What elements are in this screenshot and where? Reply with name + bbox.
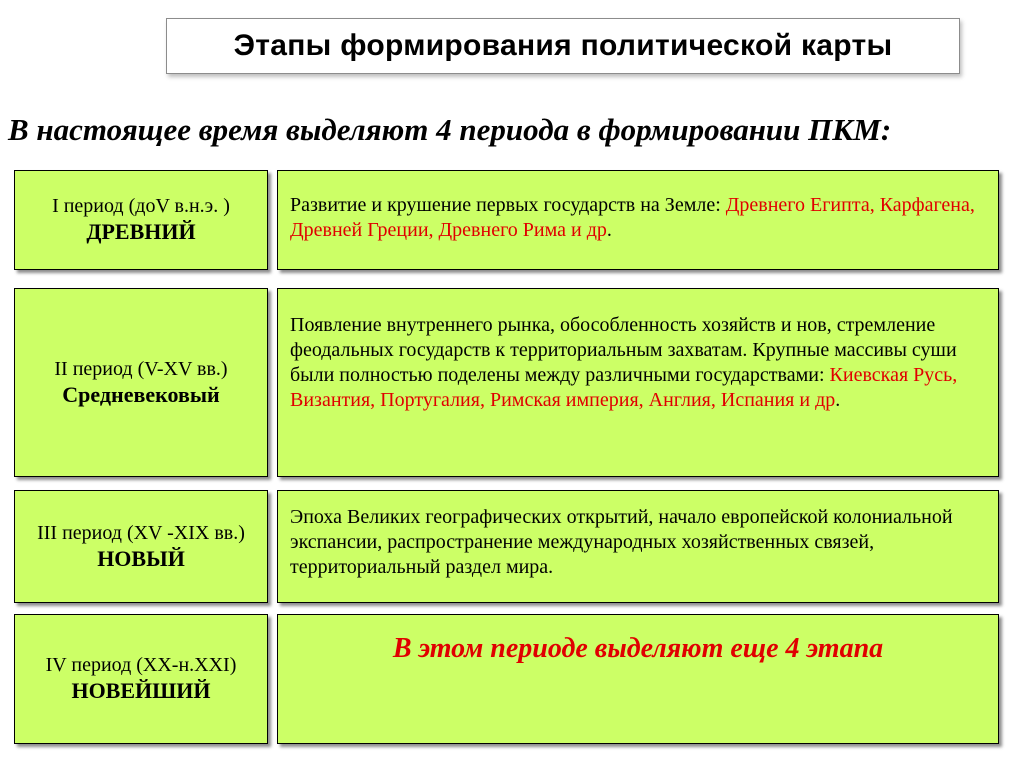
period-1-description-text: Развитие и крушение первых государств на Земле:: [290, 194, 726, 216]
period-1-label: I период (доV в.н.э. ): [52, 195, 230, 217]
period-2-description-text: Появление внутреннего рынка, обособленность хозяйств и нов, стремление феодальных государств к территориальным захватам. Крупные массивы суши были полностью поделены между различными государствами:: [290, 314, 957, 386]
period-3-name: НОВЫЙ: [97, 545, 185, 571]
period-2-name: Средневековый: [62, 381, 220, 407]
period-3-box: [14, 490, 268, 603]
period-3-label: III период (XV -XIX вв.): [37, 521, 245, 544]
period-4-name: НОВЕЙШИЙ: [71, 678, 211, 703]
period-3-description: [277, 490, 999, 603]
period-4-box: [14, 614, 268, 744]
period-2-description-examples: Киевская Русь, Византия, Португалия, Римская империя, Англия, Испания и др: [290, 364, 958, 411]
page-title: Этапы формирования политической карты: [233, 29, 893, 62]
period-1-name: ДРЕВНИЙ: [86, 219, 196, 244]
period-4-description: [277, 614, 999, 744]
period-1-description-examples: Древнего Египта, Карфагена, Древней Греции, Древнего Рима и др: [290, 194, 975, 241]
period-3-description-text: Эпоха Великих географических открытий, начало европейской колониальной экспансии, распространение международных хозяйственных связей, территориальный раздел мира.: [290, 506, 953, 578]
period-2-box: [14, 288, 268, 477]
period-4-label: IV период (XX-н.XXI): [45, 654, 237, 676]
subtitle: В настоящее время выделяют 4 периода в формировании ПКМ:: [8, 112, 892, 147]
period-4-highlight-text: В этом периоде выделяют еще 4 этапа: [392, 633, 884, 664]
period-1-description: [277, 170, 999, 270]
period-2-description: [277, 288, 999, 477]
title-box: [166, 18, 960, 74]
period-2-label: II период (V-XV вв.): [54, 357, 228, 380]
period-2-description-tail: .: [835, 389, 841, 411]
period-1-description-tail: .: [606, 219, 612, 241]
period-1-box: [14, 170, 268, 270]
